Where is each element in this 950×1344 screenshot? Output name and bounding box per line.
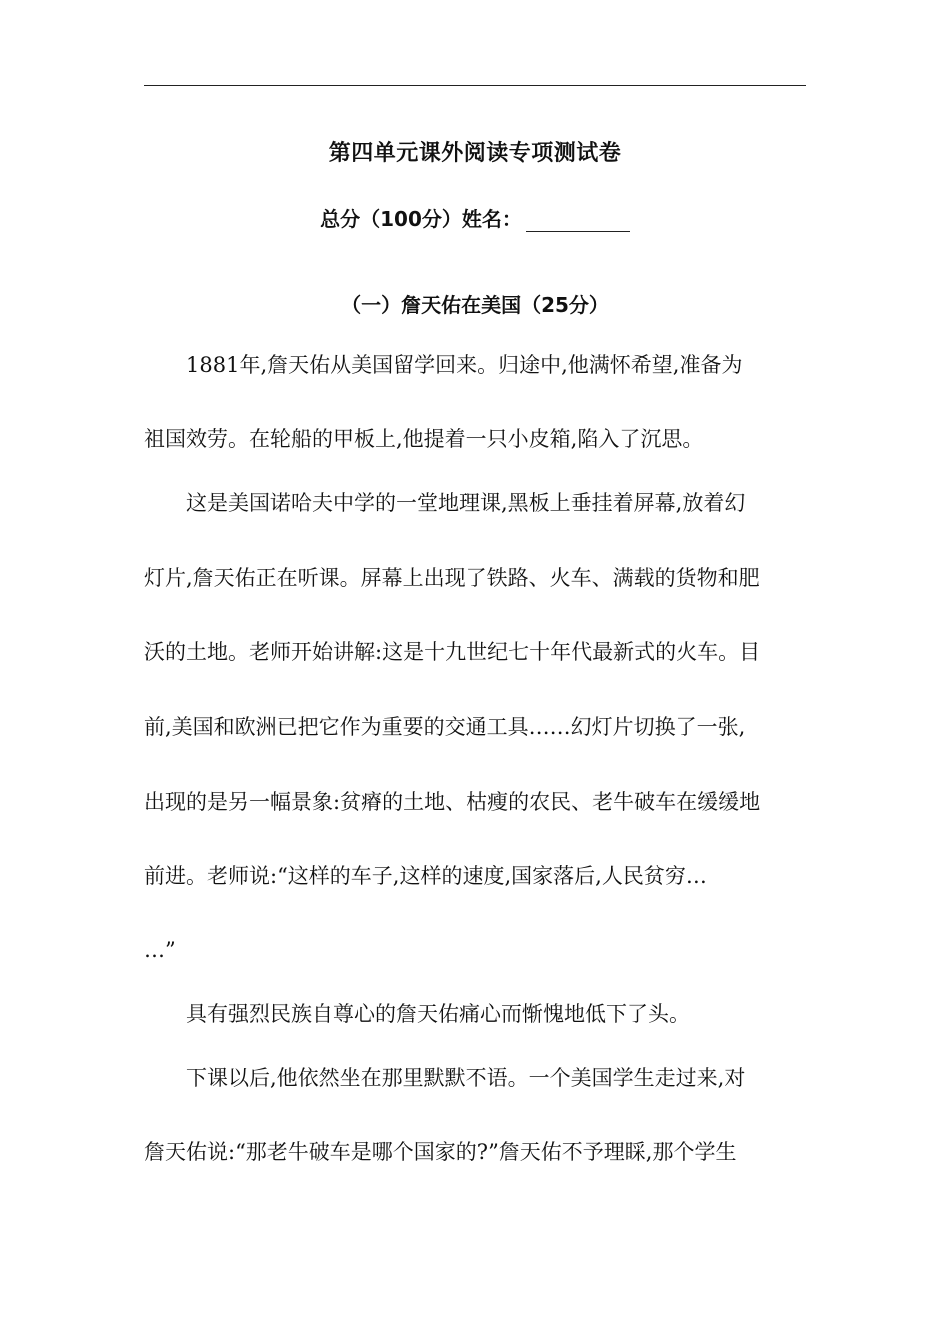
body-line: 下课以后,他依然坐在那里默默不语。一个美国学生走过来,对 <box>186 1066 746 1090</box>
body-line: 出现的是另一幅景象:贫瘠的土地、枯瘦的农民、老牛破车在缓缓地 <box>144 790 761 814</box>
score-name-line <box>144 203 806 232</box>
header-rule <box>144 85 806 86</box>
name-blank-field[interactable] <box>526 211 630 232</box>
section-heading: （一）詹天佑在美国（25分） <box>341 293 609 317</box>
page-title: 第四单元课外阅读专项测试卷 <box>328 141 622 166</box>
body-line: 前进。老师说:“这样的车子,这样的速度,国家落后,人民贫穷… <box>144 864 707 888</box>
body-line: …” <box>144 938 176 962</box>
body-line: 灯片,詹天佑正在听课。屏幕上出现了铁路、火车、满载的货物和肥 <box>144 566 760 590</box>
body-line: 具有强烈民族自尊心的詹天佑痛心而惭愧地低下了头。 <box>186 1002 690 1026</box>
score-label: 总分（100分）姓名： <box>320 207 522 231</box>
body-line: 沃的土地。老师开始讲解:这是十九世纪七十年代最新式的火车。目 <box>144 640 761 664</box>
body-line: 这是美国诺哈夫中学的一堂地理课,黑板上垂挂着屏幕,放着幻 <box>186 491 746 515</box>
body-line: 前,美国和欧洲已把它作为重要的交通工具……幻灯片切换了一张, <box>144 715 746 739</box>
body-line: 詹天佑说:“那老牛破车是哪个国家的?”詹天佑不予理睬,那个学生 <box>144 1140 737 1164</box>
body-line: 1881年,詹天佑从美国留学回来。归途中,他满怀希望,准备为 <box>186 353 743 377</box>
body-line: 祖国效劳。在轮船的甲板上,他提着一只小皮箱,陷入了沉思。 <box>144 427 704 451</box>
